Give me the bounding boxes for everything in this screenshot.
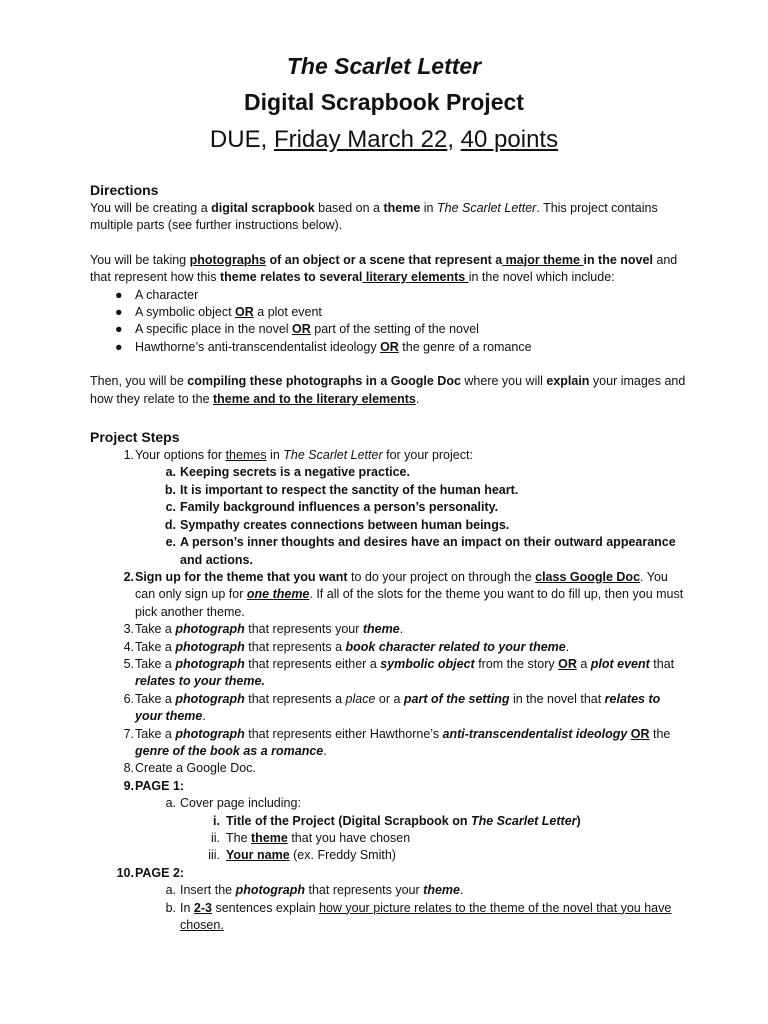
bullet-icon: ● (115, 322, 123, 337)
due-line (0, 120, 768, 160)
title-block (0, 48, 768, 160)
bullet-icon: ● (115, 287, 123, 302)
bullet-icon: ● (115, 305, 123, 320)
directions-paragraph-3: Then, you will be compiling these photographs in a Google Doc where you will explain your images and how they relate to the theme and to the literary elements. (90, 374, 686, 406)
step-10: 10. PAGE 2: (116, 865, 185, 880)
step-3: 3. Take a photograph that represents your theme. (123, 622, 404, 637)
bullet-icon: ● (115, 339, 123, 354)
directions-paragraph-2: You will be taking photographs of an object or a scene that represent a major theme in the novel and that represent how this theme relates to several literary elements in the novel which include: (90, 252, 678, 285)
step-8: 8. Create a Google Doc. (123, 761, 256, 776)
theme-option: e. A person’s inner thoughts and desires have an impact on their outward appearance and actions. (165, 535, 676, 567)
list-item: ● A character (90, 287, 690, 304)
project-steps-heading: Project Steps (90, 429, 180, 446)
due-separator: , (447, 126, 461, 153)
theme-option: a. Keeping secrets is a negative practice. (165, 465, 410, 480)
step-5: 5. Take a photograph that represents either a symbolic object from the story OR a plot event that relates to your theme. (123, 656, 675, 689)
due-date: Friday March 22 (273, 126, 448, 153)
step-4: 4. Take a photograph that represents a book character related to your theme. (123, 639, 570, 654)
step-9a-iii: iii. Your name (ex. Freddy Smith) (208, 848, 396, 863)
directions-paragraph-1: You will be creating a digital scrapbook based on a theme in The Scarlet Letter. This project contains multiple parts (see further instructions below). (90, 201, 658, 233)
directions-heading: Directions (90, 182, 159, 198)
step-9: 9. PAGE 1: (123, 778, 185, 793)
due-prefix: DUE, (209, 126, 274, 153)
list-item: ● Hawthorne’s anti-transcendentalist ideology OR the genre of a romance (90, 339, 690, 356)
theme-option: c. Family background influences a person’s personality. (165, 500, 499, 515)
points: 40 points (460, 126, 559, 153)
step-6: 6. Take a photograph that represents a place or a part of the setting in the novel that relates to your theme. (123, 691, 661, 724)
step-7: 7. Take a photograph that represents either Hawthorne’s anti-transcendentalist ideology OR the genre of the book as a romance. (123, 726, 671, 758)
step-9a-ii: ii. The theme that you have chosen (210, 831, 411, 845)
list-item: ● A specific place in the novel OR part of the setting of the novel (90, 321, 690, 338)
document-subtitle: Digital Scrapbook Project (244, 89, 524, 115)
theme-option: b. It is important to respect the sanctity of the human heart. (164, 482, 519, 497)
document-title: The Scarlet Letter (286, 53, 482, 79)
theme-option: d. Sympathy creates connections between human beings. (164, 517, 510, 532)
step-1: 1. Your options for themes in The Scarlet Letter for your project: (123, 448, 473, 463)
document-page (90, 48, 690, 934)
step-2: 2. Sign up for the theme that you want to do your project on through the class Google Doc. You can only sign up for one theme. If all of the slots for the theme you want to do fill up, then you must pick another theme. (123, 569, 684, 619)
step-9a-i: i. Title of the Project (Digital Scrapbook on The Scarlet Letter) (213, 813, 581, 828)
list-item: ● A symbolic object OR a plot event (90, 304, 690, 321)
step-10b: b. In 2-3 sentences explain how your picture relates to the theme of the novel that you have chosen. (165, 900, 672, 933)
step-9a: a. Cover page including: (165, 796, 301, 811)
step-10a: a. Insert the photograph that represents your theme. (165, 883, 464, 898)
